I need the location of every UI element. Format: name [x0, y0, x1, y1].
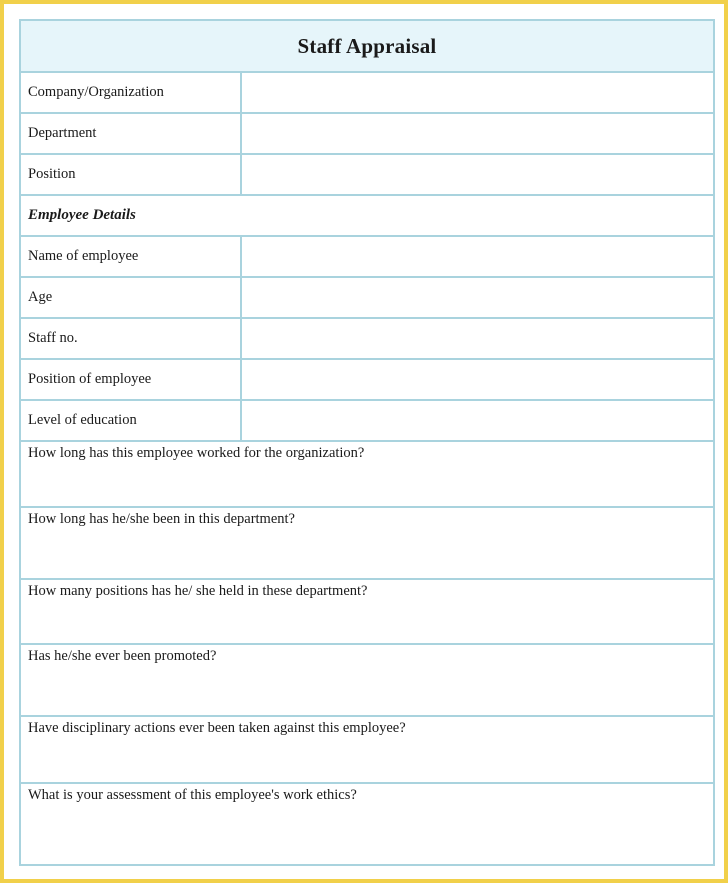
question-row-tenure-organization[interactable] [21, 442, 713, 508]
field-input-staff-no[interactable] [242, 319, 713, 358]
field-label-staff-no: Staff no. [21, 319, 242, 358]
field-row-age [21, 278, 713, 319]
field-input-employee-name[interactable] [242, 237, 713, 276]
field-input-age[interactable] [242, 278, 713, 317]
section-heading-employee-details: Employee Details [21, 196, 713, 237]
question-row-work-ethics[interactable] [21, 784, 713, 864]
question-row-positions-held[interactable] [21, 580, 713, 645]
field-row-employee-position [21, 360, 713, 401]
field-row-staff-no [21, 319, 713, 360]
field-input-education[interactable] [242, 401, 713, 440]
field-label-position: Position [21, 155, 242, 194]
staff-appraisal-form [19, 19, 715, 866]
question-text: How many positions has he/ she held in these department? [28, 583, 368, 599]
field-input-position[interactable] [242, 155, 713, 194]
question-row-promoted[interactable] [21, 645, 713, 717]
title-row [21, 21, 713, 73]
form-title: Staff Appraisal [297, 33, 437, 58]
field-label-employee-name: Name of employee [21, 237, 242, 276]
field-row-position [21, 155, 713, 196]
question-row-tenure-department[interactable] [21, 508, 713, 580]
question-text: How long has this employee worked for the organization? [28, 445, 365, 461]
field-label-department: Department [21, 114, 242, 153]
question-text: What is your assessment of this employee's work ethics? [28, 787, 357, 803]
field-row-department [21, 114, 713, 155]
field-label-company: Company/Organization [21, 73, 242, 112]
field-row-education [21, 401, 713, 442]
question-text: How long has he/she been in this department? [28, 511, 295, 527]
field-input-company[interactable] [242, 73, 713, 112]
field-input-department[interactable] [242, 114, 713, 153]
field-row-company [21, 73, 713, 114]
field-label-education: Level of education [21, 401, 242, 440]
field-row-employee-name [21, 237, 713, 278]
field-label-age: Age [21, 278, 242, 317]
question-text: Has he/she ever been promoted? [28, 648, 217, 664]
field-label-employee-position: Position of employee [21, 360, 242, 399]
question-row-disciplinary-actions[interactable] [21, 717, 713, 784]
question-text: Have disciplinary actions ever been taken against this employee? [28, 720, 406, 736]
field-input-employee-position[interactable] [242, 360, 713, 399]
